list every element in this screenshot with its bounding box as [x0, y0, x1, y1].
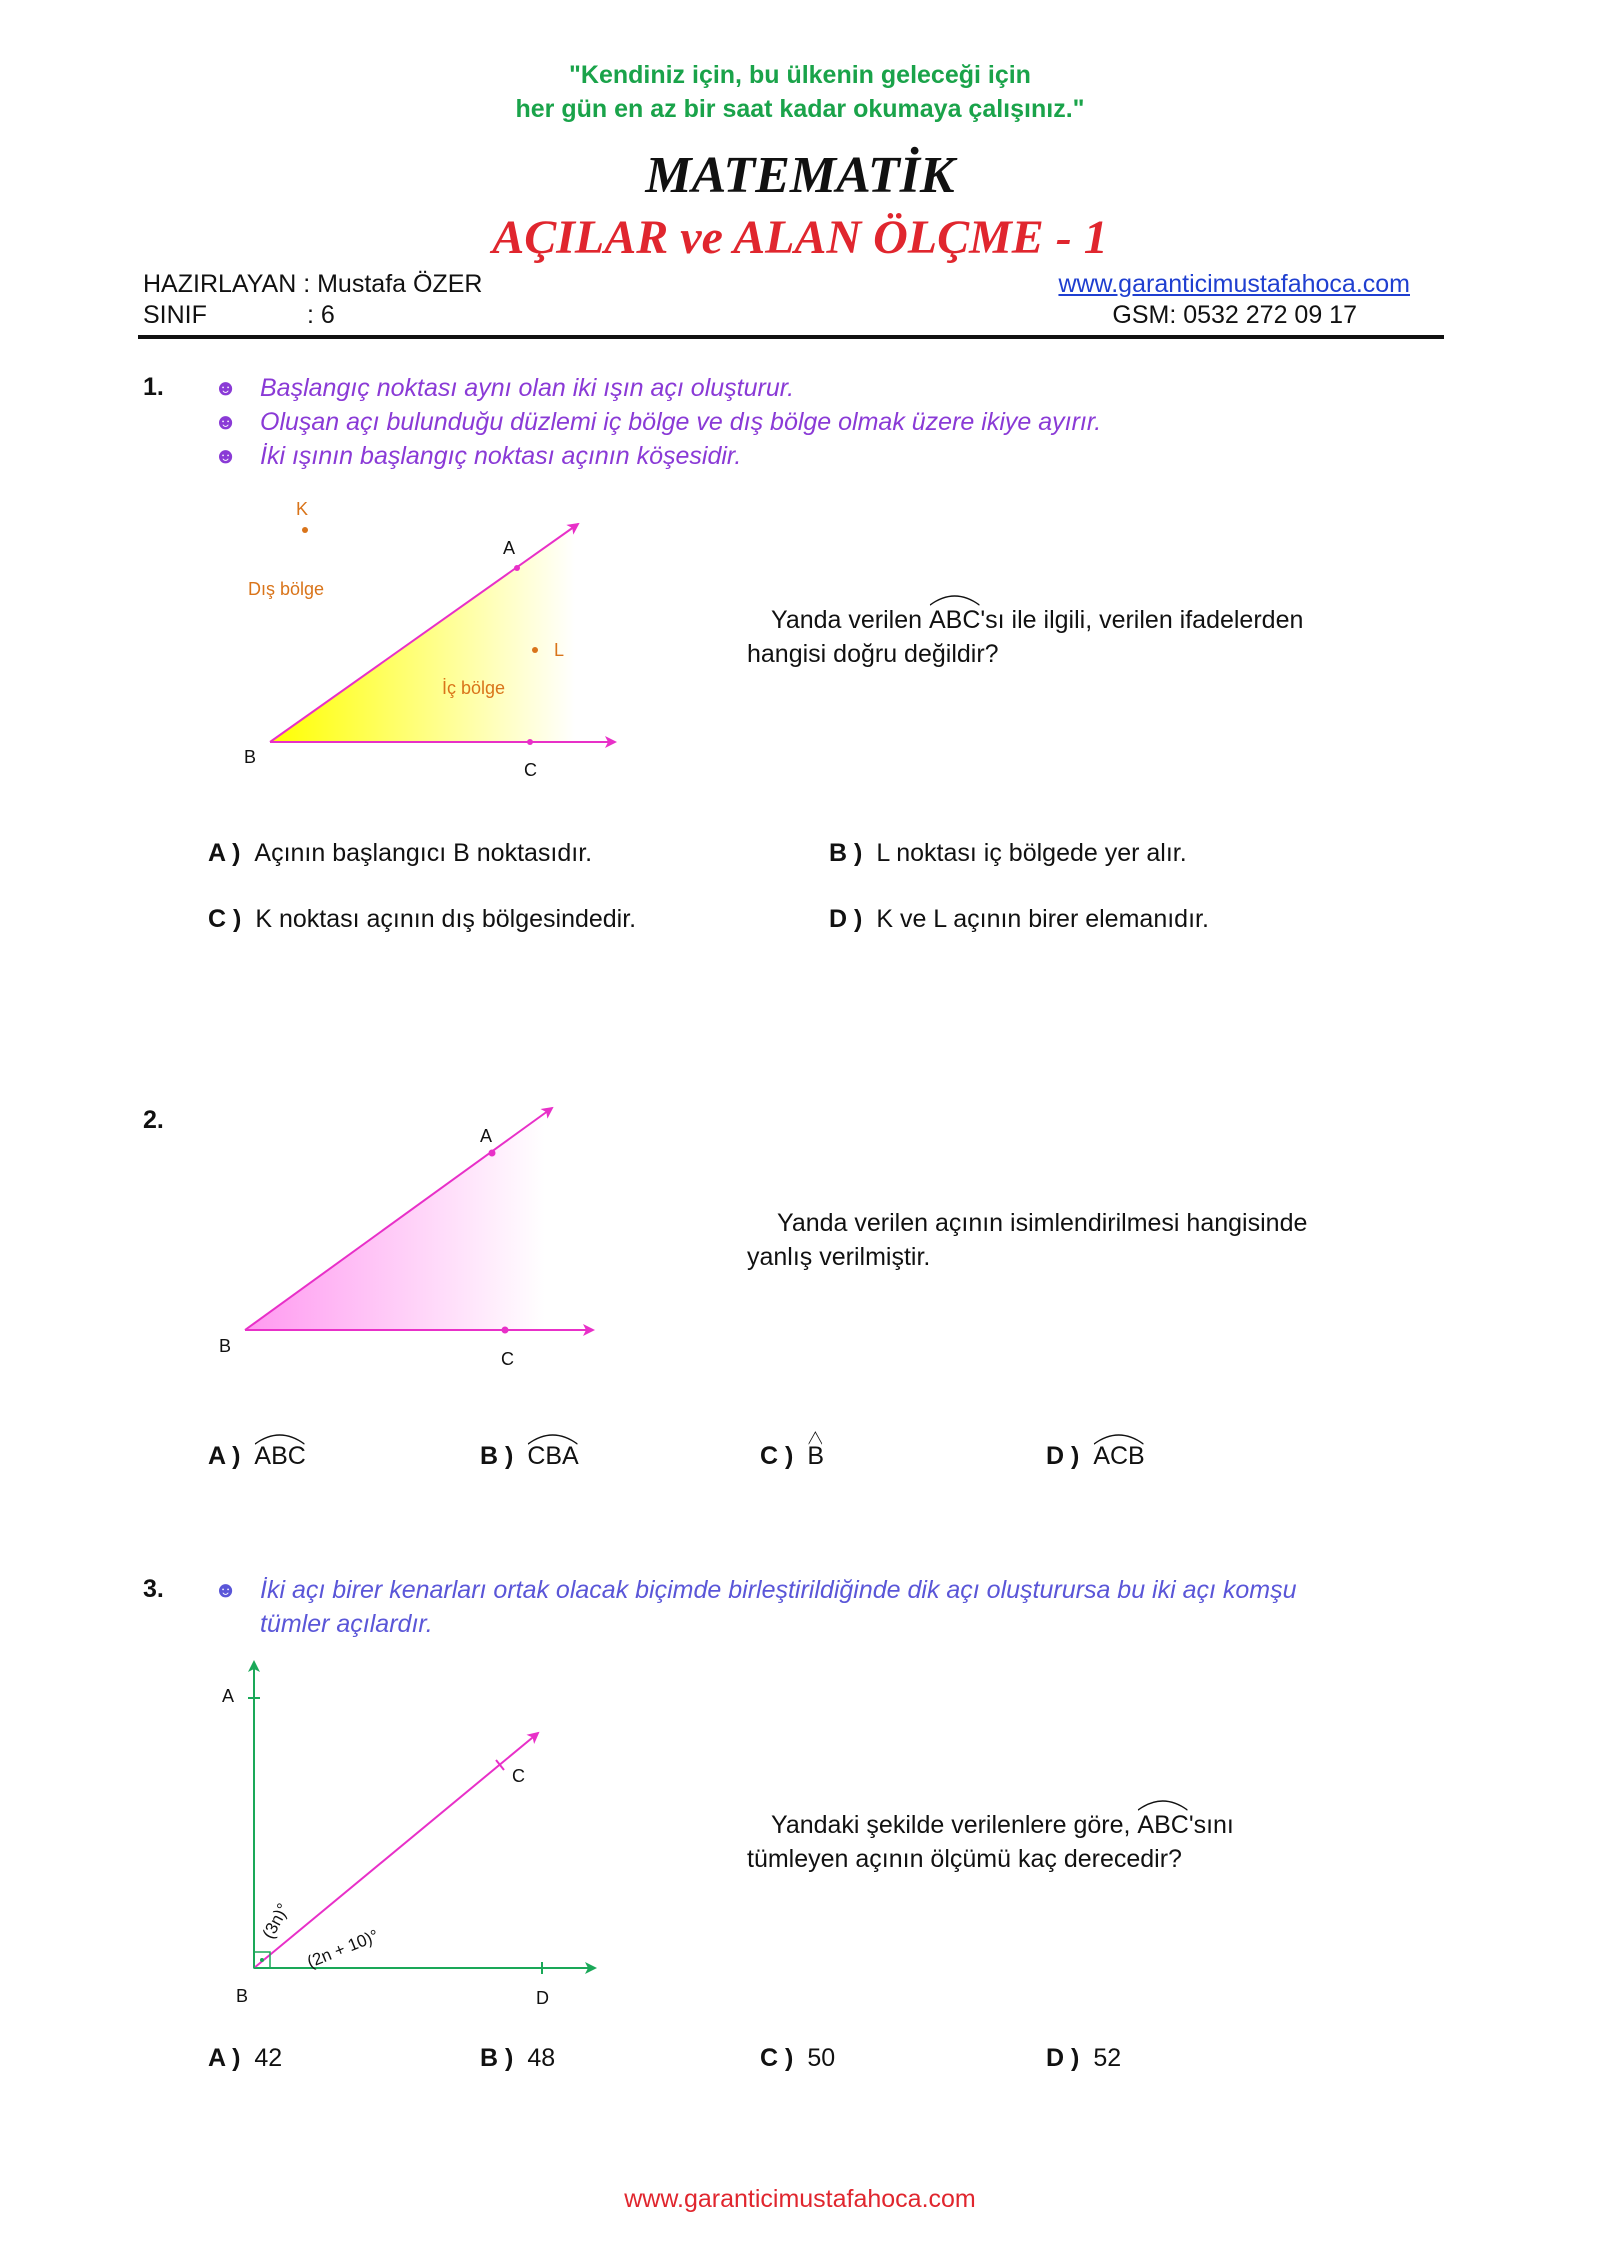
question-2-number: 2. [143, 1106, 164, 1134]
point-a [489, 1150, 496, 1157]
angle-symbol: ABC [1137, 1808, 1188, 1842]
q3-note: İki açı birer kenarları ortak olacak biçimde birleştirildiğinde dik açı oluşturursa bu iki açı komşu tümler açılardır. [260, 1576, 1297, 1638]
q2-option-d[interactable]: D ) ACB [1046, 1442, 1145, 1471]
motto-line-1: "Kendiniz için, bu ülkenin geleceği için [569, 61, 1031, 89]
angle-symbol: CBA [527, 1442, 578, 1471]
q1-note-2: Oluşan açı bulunduğu düzlemi iç bölge ve dış bölge olmak üzere ikiye ayırır. [260, 408, 1102, 436]
q1-option-b[interactable]: B ) L noktası iç bölgede yer alır. [829, 839, 1187, 867]
q2-option-c[interactable]: C ) B [760, 1442, 824, 1471]
label-b: B [219, 1336, 232, 1356]
question-3-number: 3. [143, 1575, 164, 1603]
label-c: C [524, 760, 537, 780]
question-1-number: 1. [143, 373, 164, 401]
q3-angle-figure [210, 1650, 610, 2020]
label-l: L [554, 640, 565, 660]
q1-note-3: İki ışının başlangıç noktası açının köşesidir. [260, 442, 742, 470]
q3-option-c[interactable]: C ) 50 [760, 2044, 836, 2072]
smiley-icon: ☻ [214, 443, 238, 468]
label-c: C [501, 1349, 514, 1369]
label-b: B [244, 747, 257, 767]
outer-region-label: Dış bölge [248, 579, 325, 599]
label-d: D [536, 1988, 549, 2008]
label-k: K [296, 499, 309, 519]
author-label: HAZIRLAYAN : Mustafa ÖZER [143, 270, 483, 298]
q1-option-d[interactable]: D ) K ve L açının birer elemanıdır. [829, 905, 1209, 933]
angle-symbol: B [807, 1442, 824, 1471]
q3-option-d[interactable]: D ) 52 [1046, 2044, 1122, 2072]
class-value: : 6 [307, 301, 335, 329]
angle-symbol: ABC [254, 1442, 305, 1471]
class-label: SINIF [143, 301, 207, 329]
angle-symbol: ACB [1093, 1442, 1144, 1471]
subject-title: MATEMATİK [645, 147, 955, 204]
right-angle-dot [260, 1958, 264, 1962]
point-a [514, 565, 520, 571]
q3-option-a[interactable]: A ) 42 [208, 2044, 283, 2072]
motto-line-2: her gün en az bir saat kadar okumaya çalışınız." [515, 95, 1085, 123]
label-b: B [236, 1986, 249, 2006]
label-a: A [480, 1126, 493, 1146]
smiley-icon: ☻ [214, 409, 238, 434]
gsm-number: GSM: 0532 272 09 17 [1112, 301, 1357, 329]
q2-option-b[interactable]: B ) CBA [480, 1442, 579, 1471]
website-link[interactable]: www.garanticimustafahoca.com [1058, 270, 1410, 298]
point-k [302, 527, 308, 533]
footer-website[interactable]: www.garanticimustafahoca.com [624, 2185, 976, 2213]
q2-option-a[interactable]: A ) ABC [208, 1442, 306, 1471]
label-c: C [512, 1766, 525, 1786]
label-a: A [222, 1686, 235, 1706]
q1-question: Yanda verilen ABC'sı ile ilgili, verilen ifadelerden hangisi doğru değildir? [747, 603, 1303, 671]
point-c [527, 739, 533, 745]
q2-angle-figure [205, 1100, 605, 1370]
q3-question: Yandaki şekilde verilenlere göre, ABC'sını tümleyen açının ölçümü kaç derecedir? [747, 1808, 1234, 1876]
angle-lower-label: (2n + 10)° [304, 1925, 382, 1972]
label-a: A [503, 538, 516, 558]
point-l [532, 647, 538, 653]
smiley-icon: ☻ [214, 375, 238, 400]
angle-upper-label: (3n)° [258, 1900, 293, 1942]
header-divider [138, 335, 1444, 339]
point-c [502, 1327, 509, 1334]
q1-angle-figure [230, 490, 650, 800]
smiley-icon: ☻ [214, 1577, 238, 1602]
q3-option-b[interactable]: B ) 48 [480, 2044, 556, 2072]
ray-bc [254, 1733, 538, 1968]
q1-option-a[interactable]: A ) Açının başlangıcı B noktasıdır. [208, 839, 593, 867]
q1-option-c[interactable]: C ) K noktası açının dış bölgesindedir. [208, 905, 637, 933]
q2-question: Yanda verilen açının isimlendirilmesi hangisinde yanlış verilmiştir. [747, 1209, 1308, 1271]
q1-note-1: Başlangıç noktası aynı olan iki ışın açı oluşturur. [260, 374, 795, 402]
topic-title: AÇILAR ve ALAN ÖLÇME - 1 [492, 211, 1108, 264]
inner-region-label: İç bölge [442, 678, 506, 698]
angle-symbol: ABC [929, 603, 980, 637]
